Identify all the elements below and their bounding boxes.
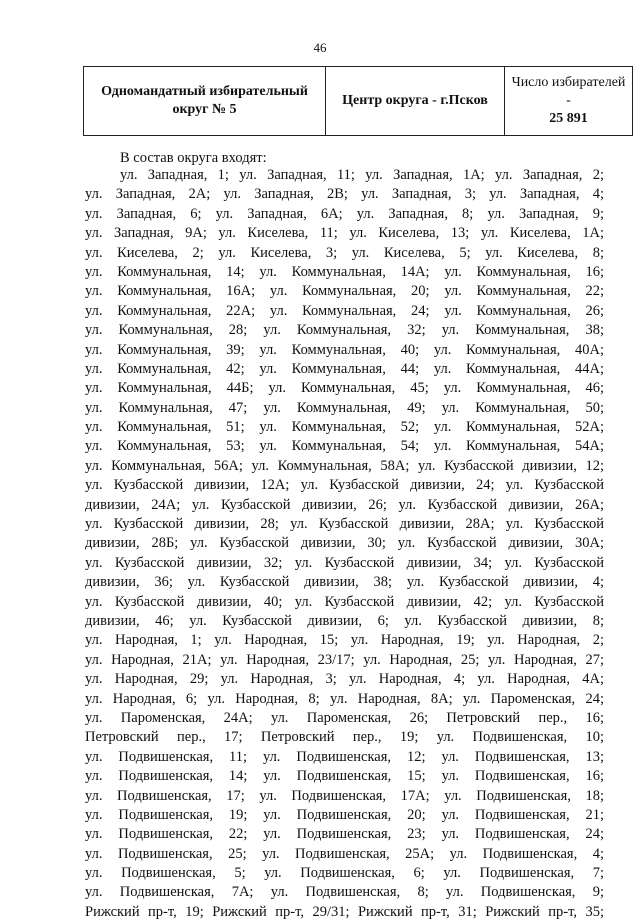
address-line: ул. Подвишенская, 14; ул. Подвишенская, 15; ул. Подвишенская, 16; [85,768,604,785]
address-line: ул. Народная, 6; ул. Народная, 8; ул. Народная, 8А; ул. Пароменская, 24; [85,690,604,707]
address-line: ул. Народная, 29; ул. Народная, 3; ул. Народная, 4; ул. Народная, 4А; [85,671,604,688]
address-line: ул. Коммунальная, 44Б; ул. Коммунальная, 45; ул. Коммунальная, 46; [85,380,604,397]
address-line: ул. Подвишенская, 5; ул. Подвишенская, 6; ул. Подвишенская, 7; [85,865,604,882]
address-line: ул. Народная, 1; ул. Народная, 15; ул. Народная, 19; ул. Народная, 2; [85,632,604,649]
district-header-table [83,66,633,136]
address-line: ул. Коммунальная, 47; ул. Коммунальная, 49; ул. Коммунальная, 50; [85,399,604,416]
address-line: ул. Кузбасской дивизии, 40; ул. Кузбасской дивизии, 42; ул. Кузбасской [85,593,604,610]
address-line: дивизии, 28Б; ул. Кузбасской дивизии, 30; ул. Кузбасской дивизии, 30А; [85,535,604,552]
address-line: ул. Коммунальная, 56А; ул. Коммунальная, 58А; ул. Кузбасской дивизии, 12; [85,457,604,474]
voters-count: 25 891 [549,111,588,126]
address-line: ул. Подвишенская, 17; ул. Подвишенская, 17А; ул. Подвишенская, 18; [85,787,604,804]
address-line: ул. Подвишенская, 11; ул. Подвишенская, 12; ул. Подвишенская, 13; [85,748,604,765]
address-line: ул. Коммунальная, 22А; ул. Коммунальная, 24; ул. Коммунальная, 26; [85,302,604,319]
address-line: дивизии, 46; ул. Кузбасской дивизии, 6; ул. Кузбасской дивизии, 8; [85,612,604,629]
address-line: ул. Кузбасской дивизии, 32; ул. Кузбасской дивизии, 34; ул. Кузбасской [85,554,604,571]
address-line: ул. Подвишенская, 19; ул. Подвишенская, 20; ул. Подвишенская, 21; [85,806,604,823]
address-line: ул. Коммунальная, 39; ул. Коммунальная, 40; ул. Коммунальная, 40А; [85,341,604,358]
address-line: ул. Западная, 9А; ул. Киселева, 11; ул. Киселева, 13; ул. Киселева, 1А; [85,225,604,242]
address-line: ул. Подвишенская, 7А; ул. Подвишенская, 8; ул. Подвишенская, 9; [85,884,604,901]
address-line: ул. Киселева, 2; ул. Киселева, 3; ул. Киселева, 5; ул. Киселева, 8; [85,244,604,261]
address-line: ул. Подвишенская, 25; ул. Подвишенская, 25А; ул. Подвишенская, 4; [85,845,604,862]
address-line: ул. Коммунальная, 28; ул. Коммунальная, 32; ул. Коммунальная, 38; [85,322,604,339]
district-center-cell: Центр округа - г.Псков [326,67,505,136]
address-line: дивизии, 36; ул. Кузбасской дивизии, 38; ул. Кузбасской дивизии, 4; [85,574,604,591]
address-line: ул. Западная, 1; ул. Западная, 11; ул. Западная, 1А; ул. Западная, 2; [120,167,604,183]
page-number: 46 [313,40,327,55]
address-line: ул. Подвишенская, 22; ул. Подвишенская, 23; ул. Подвишенская, 24; [85,826,604,843]
address-line: Рижский пр-т, 19; Рижский пр-т, 29/31; Рижский пр-т, 31; Рижский пр-т, 35; [85,903,604,920]
voters-label: Число избирателей - [511,75,626,108]
address-line: ул. Коммунальная, 16А; ул. Коммунальная, 20; ул. Коммунальная, 22; [85,283,604,300]
address-line: ул. Коммунальная, 14; ул. Коммунальная, 14А; ул. Коммунальная, 16; [85,263,604,280]
address-line: ул. Коммунальная, 53; ул. Коммунальная, 54; ул. Коммунальная, 54А; [85,438,604,455]
district-intro: В состав округа входят: [120,150,267,166]
address-line: ул. Западная, 2А; ул. Западная, 2В; ул. Западная, 3; ул. Западная, 4; [85,186,604,203]
address-line: ул. Пароменская, 24А; ул. Пароменская, 26; Петровский пер., 16; [85,709,604,726]
address-line: ул. Коммунальная, 51; ул. Коммунальная, 52; ул. Коммунальная, 52А; [85,419,604,436]
voters-count-cell [505,67,633,136]
address-line: Петровский пер., 17; Петровский пер., 19; ул. Подвишенская, 10; [85,729,604,746]
address-line: ул. Коммунальная, 42; ул. Коммунальная, 44; ул. Коммунальная, 44А; [85,360,604,377]
district-name-cell: Одномандатный избирательный округ № 5 [84,67,326,136]
address-line: ул. Западная, 6; ул. Западная, 6А; ул. Западная, 8; ул. Западная, 9; [85,205,604,222]
address-line: дивизии, 24А; ул. Кузбасской дивизии, 26; ул. Кузбасской дивизии, 26А; [85,496,604,513]
address-line: ул. Народная, 21А; ул. Народная, 23/17; ул. Народная, 25; ул. Народная, 27; [85,651,604,668]
address-line: ул. Кузбасской дивизии, 28; ул. Кузбасской дивизии, 28А; ул. Кузбасской [85,516,604,533]
address-line: ул. Кузбасской дивизии, 12А; ул. Кузбасской дивизии, 24; ул. Кузбасской [85,477,604,494]
address-list [85,166,604,922]
